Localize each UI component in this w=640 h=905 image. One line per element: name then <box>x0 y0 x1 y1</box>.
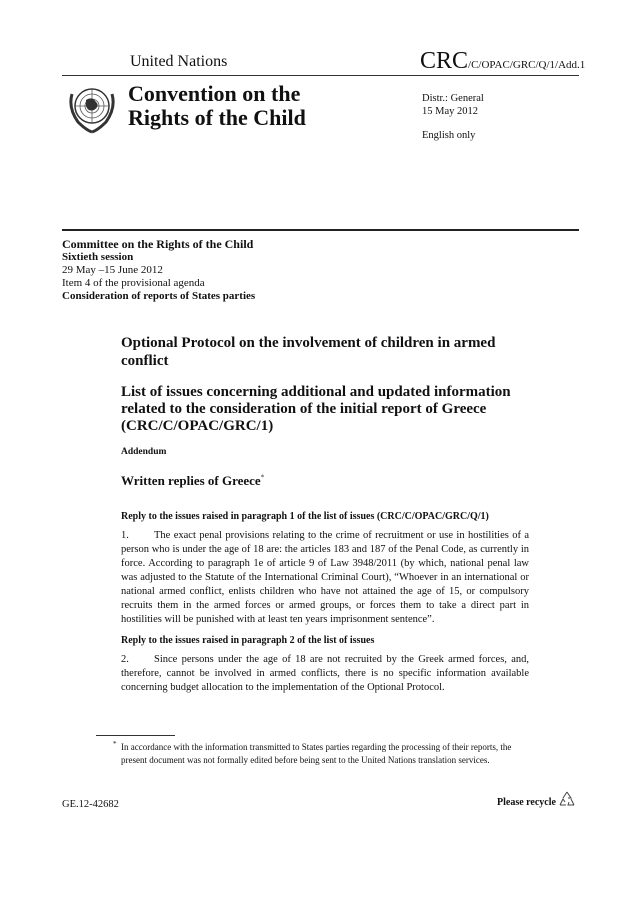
recycle-label: Please recycle <box>497 797 556 808</box>
footnote-ref[interactable]: * <box>260 473 265 482</box>
main-titles <box>121 334 521 501</box>
committee-block <box>62 238 255 303</box>
document-symbol <box>420 48 585 75</box>
language-note: English only <box>422 130 476 141</box>
footnote-marker: * <box>113 740 117 748</box>
paragraph-text: The exact penal provisions relating to the crime of recruitment or use in hostilities of a person who is under the age of 18 are: the articles 183 and 187 of the Penal Code, as currently in force. According to paragraph 1e of article 9 of Law 3948/2011 (by which, national penal law was adjusted to the Statute of the International Criminal Court), “Whoever in an international or national armed conflict, enlists children who have not attained the age of 15, or compulsory recruits them in the armed forces or armed groups, or forces them to take a direct part in hostilities will be punished with at least ten years imprisonment sentence”. <box>121 530 529 625</box>
recycle-icon <box>557 790 577 810</box>
distribution: Distr.: General <box>422 93 484 104</box>
convention-title <box>128 82 306 130</box>
session: Sixtieth session <box>62 251 134 263</box>
session-dates: 29 May –15 June 2012 <box>62 264 163 276</box>
paragraph-number: 1. <box>121 530 129 541</box>
symbol-main: CRC <box>420 48 469 74</box>
organization-name: United Nations <box>130 53 228 70</box>
list-title: List of issues concerning additional and updated information related to the consideration of the initial report of Greece (CRC/C/OPAC/GRC/1) <box>121 384 511 434</box>
issue-date: 15 May 2012 <box>422 106 478 117</box>
header-rule <box>62 75 579 76</box>
committee-title: Committee on the Rights of the Child <box>62 237 254 251</box>
document-number: GE.12-42682 <box>62 799 119 810</box>
distribution-block <box>422 92 484 118</box>
footnote-text: In accordance with the information transmitted to States parties regarding the processing of their reports, the present document was not formally edited before being sent to the United Nations translation services. <box>121 742 512 765</box>
footnote-rule <box>96 735 175 736</box>
un-emblem-icon <box>64 80 120 136</box>
consideration: Consideration of reports of States parties <box>62 290 256 302</box>
section-heading-2: Reply to the issues raised in paragraph 2 of the list of issues <box>121 635 375 646</box>
addendum-label: Addendum <box>121 447 167 457</box>
paragraph-text: Since persons under the age of 18 are not recruited by the Greek armed forces, and, therefore, cannot be involved in armed conflicts, there is no specific information available concerning budget allocation to the implementation of the Optional Protocol. <box>121 654 529 693</box>
protocol-title: Optional Protocol on the involvement of children in armed conflict <box>121 335 496 369</box>
agenda-item: Item 4 of the provisional agenda <box>62 277 205 289</box>
section-heading-1: Reply to the issues raised in paragraph 1 of the list of issues (CRC/C/OPAC/GRC/Q/1) <box>121 511 489 522</box>
written-replies-heading: Written replies of Greece* <box>121 473 265 488</box>
paragraph-1 <box>121 529 529 627</box>
paragraph-number: 2. <box>121 654 129 665</box>
paragraph-2 <box>121 653 529 695</box>
convention-title-line1: Convention on the <box>128 81 301 106</box>
symbol-suffix: /C/OPAC/GRC/Q/1/Add.1 <box>468 59 586 71</box>
section-rule <box>62 229 579 231</box>
convention-title-line2: Rights of the Child <box>128 105 306 130</box>
document-body <box>121 511 529 703</box>
